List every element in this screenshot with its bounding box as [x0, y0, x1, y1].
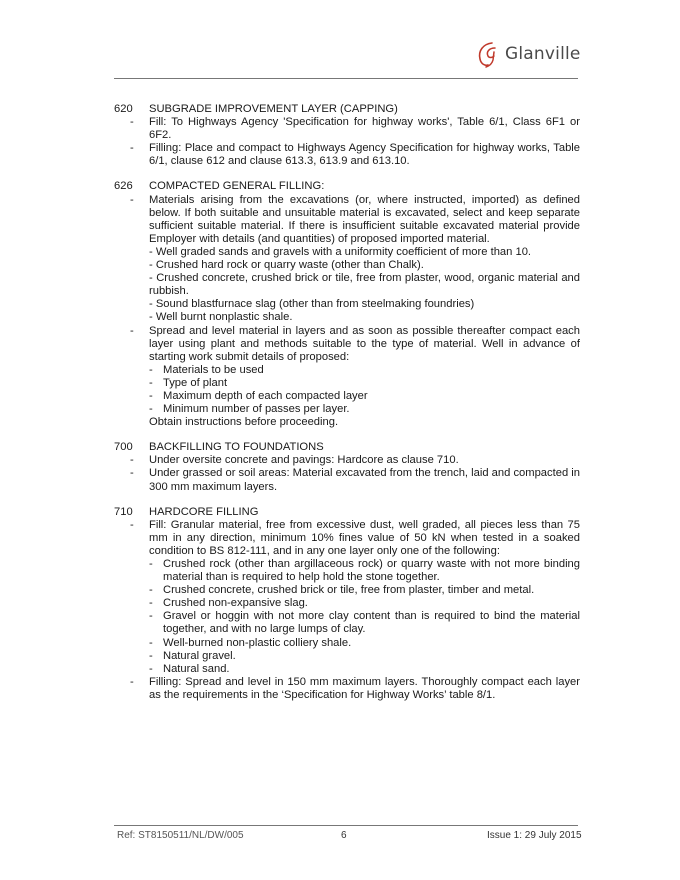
clause-note: Obtain instructions before proceeding.: [149, 416, 339, 429]
sub-item: - Well-burned non-plastic colliery shale.: [149, 636, 352, 649]
clause-title: BACKFILLING TO FOUNDATIONS: [149, 441, 324, 454]
clause-number: 710: [114, 505, 133, 518]
company-logo: [476, 40, 581, 68]
clause-710: [114, 506, 580, 702]
material-line: - Well burnt nonplastic shale.: [149, 311, 293, 324]
material-line: - Sound blastfurnace slag (other than from steelmaking foundries): [149, 298, 475, 311]
clause-item: - Filling: Place and compact to Highways Agency Specification for highway works, Table 6/1, clause 612 and clause 613.3, 613.9 and 613.10.: [130, 142, 580, 168]
sub-item: - Minimum number of passes per layer.: [149, 403, 350, 416]
item-text: Under oversite concrete and pavings: Hardcore as clause 710.: [149, 454, 459, 467]
material-line: - Well graded sands and gravels with a uniformity coefficient of more than 10.: [149, 245, 532, 258]
sub-item: - Crushed non-expansive slag.: [149, 597, 308, 610]
clause-item: - Filling: Spread and level in 150 mm maximum layers. Thoroughly compact each layer as the requirements in the ‘Specification for Highway Works’ table 8/1.: [130, 675, 580, 701]
header-divider: [114, 78, 578, 79]
sub-item: - Gravel or hoggin with not more clay content than is required to bind the material together, and with no large lumps of clay.: [149, 610, 580, 636]
logo-wordmark: Glanville: [505, 44, 581, 64]
document-reference: Ref: ST8150511/NL/DW/005: [117, 830, 244, 841]
sub-item: - Maximum depth of each compacted layer: [149, 389, 368, 402]
clause-item: - Materials arising from the excavations (or, where instructed, imported) as defined below. If both suitable and unsuitable material is excavated, select and keep separate sufficient suitable material. If there is insufficient suitable excavated material provide Employer with details (and quantities) of proposed imported material. - Well graded sands and gravels with a uniformity coefficient of more than 10. - Crushed hard rock or quarry waste (other than Chalk). - Crushed concrete, crushed brick or tile, free from plaster, wood, organic material and rubbish. - Sound blastfurnace slag (other than from steelmaking foundries) - Well burnt nonplastic shale.: [130, 193, 580, 324]
clause-item: - Fill: Granular material, free from excessive dust, well graded, all pieces less than 75 mm in any direction, minimum 10% fines value of 50 kN when tested in a soaked condition to BS 812-111, and in any one layer only one of the following: - Crushed rock (other than argillaceous rock) or quarry waste with not more binding material than is required to help hold the stone together. - Crushed concrete, crushed brick or tile, free from plaster, timber and metal. - Crushed non-expansive slag. - Gravel or hoggin with not more clay content than is required to bind the material together, and with no large lumps of clay. - Well-burned non-plastic colliery shale. - Natural gravel. - Natural sand.: [130, 518, 580, 675]
item-text: Filling: Spread and level in 150 mm maximum layers. Thoroughly compact each layer as the requirements in the ‘Specification for Highway Works’ table 8/1.: [149, 675, 580, 701]
item-text: Materials arising from the excavations (or, where instructed, imported) as defined below. If both suitable and unsuitable material is excavated, select and keep separate sufficient suitable material. If there is insufficient suitable excavated material provide Employer with details (and quantities) of proposed imported material.: [149, 193, 580, 245]
sub-item: - Natural gravel.: [149, 649, 236, 662]
clause-620: [114, 103, 580, 168]
clause-item: - Under oversite concrete and pavings: Hardcore as clause 710.: [114, 454, 580, 467]
clause-title: COMPACTED GENERAL FILLING:: [149, 180, 325, 193]
clause-title: HARDCORE FILLING: [149, 505, 259, 518]
material-line: - Crushed hard rock or quarry waste (other than Chalk).: [149, 259, 424, 272]
clause-item: - Fill: To Highways Agency 'Specification for highway works', Table 6/1, Class 6F1 or 6F2.: [130, 116, 580, 142]
clause-700: [114, 441, 580, 493]
clause-number: 620: [114, 103, 133, 115]
sub-item: - Type of plant: [149, 376, 228, 389]
sub-item: - Crushed rock (other than argillaceous rock) or quarry waste with not more binding material than is required to help hold the stone together.: [149, 558, 580, 584]
item-text: Under grassed or soil areas: Material excavated from the trench, laid and compacted in 300 mm maximum layers.: [149, 467, 580, 493]
clause-626: [114, 180, 580, 429]
page-number: 6: [341, 830, 347, 841]
clause-title: SUBGRADE IMPROVEMENT LAYER (CAPPING): [149, 103, 398, 115]
issue-date: Issue 1: 29 July 2015: [487, 830, 582, 841]
sub-item: - Crushed concrete, crushed brick or tile, free from plaster, timber and metal.: [149, 584, 535, 597]
specification-body: [114, 103, 580, 714]
clause-number: 700: [114, 441, 133, 454]
clause-item: - Under grassed or soil areas: Material excavated from the trench, laid and compacted in 300 mm maximum layers.: [130, 467, 580, 493]
material-line: - Crushed concrete, crushed brick or tile, free from plaster, wood, organic material and rubbish.: [149, 272, 580, 298]
item-text: Fill: To Highways Agency 'Specification for highway works', Table 6/1, Class 6F1 or 6F2.: [149, 116, 580, 142]
sub-item: - Materials to be used: [149, 363, 264, 376]
item-text: Filling: Place and compact to Highways Agency Specification for highway works, Table 6/1, clause 612 and clause 613.3, 613.9 and 613.10.: [149, 142, 580, 168]
clause-item: - Spread and level material in layers and as soon as possible thereafter compact each layer using plant and methods suitable to the type of material. Well in advance of starting work submit details of proposed: - Materials to be used - Type of plant - Maximum depth of each compacted layer - Minimum number of passes per layer.: [130, 324, 580, 416]
clause-number: 626: [114, 180, 133, 193]
item-text: Fill: Granular material, free from excessive dust, well graded, all pieces less than 75 mm in any direction, minimum 10% fines value of 50 kN when tested in a soaked condition to BS 812-111, and in any one layer only one of the following:: [149, 518, 580, 557]
item-text: Spread and level material in layers and as soon as possible thereafter compact each layer using plant and methods suitable to the type of material. Well in advance of starting work submit details of proposed:: [149, 324, 580, 363]
glanville-logo-mark-icon: [476, 40, 502, 68]
footer-divider: [114, 825, 578, 826]
sub-item: - Natural sand.: [149, 662, 230, 675]
